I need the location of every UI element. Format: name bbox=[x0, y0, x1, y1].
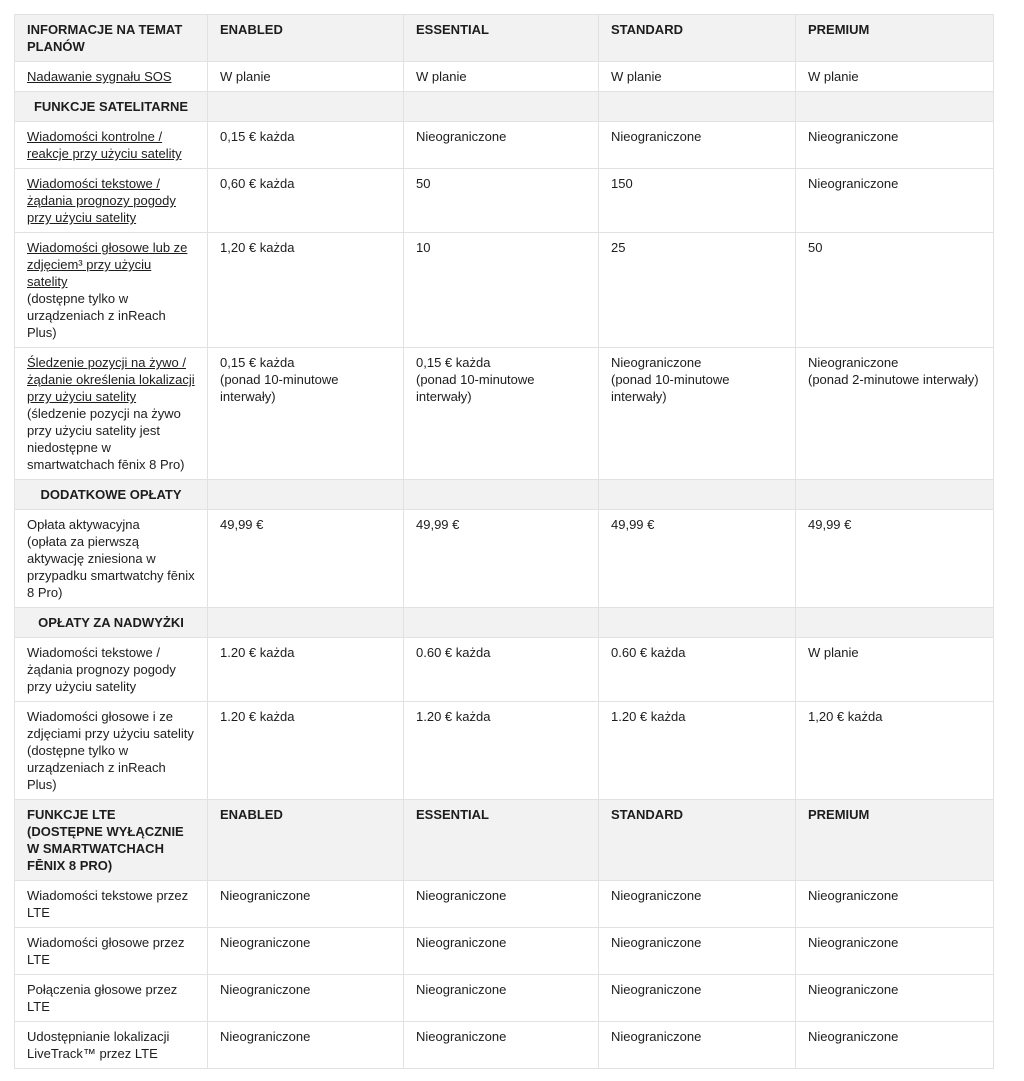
plan-value-cell: 150 bbox=[599, 169, 796, 233]
plan-value-cell: Nieograniczone bbox=[599, 928, 796, 975]
feature-link[interactable]: Wiadomości tekstowe / żądania prognozy pogody przy użyciu satelity bbox=[27, 176, 176, 225]
section-header-row bbox=[15, 92, 994, 122]
plan-column-header: ENABLED bbox=[208, 800, 404, 881]
feature-note: (dostępne tylko w urządzeniach z inReach Plus) bbox=[27, 743, 166, 792]
section-empty-cell bbox=[599, 608, 796, 638]
plan-column-header: ESSENTIAL bbox=[404, 800, 599, 881]
feature-label: Wiadomości głosowe i ze zdjęciami przy użyciu satelity bbox=[27, 709, 194, 741]
plan-value-cell: Nieograniczone bbox=[208, 975, 404, 1022]
plan-value-cell: W planie bbox=[796, 638, 994, 702]
plan-value-cell: Nieograniczone bbox=[208, 881, 404, 928]
plan-value-cell: Nieograniczone bbox=[599, 881, 796, 928]
section-label: DODATKOWE OPŁATY bbox=[15, 480, 208, 510]
table-row bbox=[15, 702, 994, 800]
plan-value-cell: Nieograniczone bbox=[796, 975, 994, 1022]
feature-label: Wiadomości głosowe przez LTE bbox=[27, 935, 185, 967]
feature-label-cell bbox=[15, 1022, 208, 1069]
feature-label-cell bbox=[15, 638, 208, 702]
feature-label-cell bbox=[15, 975, 208, 1022]
plan-value-cell: Nieograniczone bbox=[208, 928, 404, 975]
plan-value-cell: Nieograniczone bbox=[404, 881, 599, 928]
section-empty-cell bbox=[599, 480, 796, 510]
feature-note: (dostępne tylko w urządzeniach z inReach Plus) bbox=[27, 291, 166, 340]
feature-label-cell bbox=[15, 348, 208, 480]
plan-value-cell: 0,60 € każda bbox=[208, 169, 404, 233]
table-row bbox=[15, 62, 994, 92]
plan-column-header: ESSENTIAL bbox=[404, 15, 599, 62]
plan-value-cell: Nieograniczone (ponad 10-minutowe interwały) bbox=[599, 348, 796, 480]
plan-value-cell: 1.20 € każda bbox=[208, 638, 404, 702]
section-header-row bbox=[15, 608, 994, 638]
feature-label: Połączenia głosowe przez LTE bbox=[27, 982, 178, 1014]
plan-value-cell: 50 bbox=[796, 233, 994, 348]
plan-value-cell: Nieograniczone bbox=[796, 122, 994, 169]
plan-value-cell: Nieograniczone bbox=[796, 881, 994, 928]
feature-label-cell bbox=[15, 122, 208, 169]
plan-value-cell: 49,99 € bbox=[796, 510, 994, 608]
plan-value-cell: 0,15 € każda (ponad 10-minutowe interwały) bbox=[404, 348, 599, 480]
feature-link[interactable]: Śledzenie pozycji na żywo / żądanie określenia lokalizacji przy użyciu satelity bbox=[27, 355, 195, 404]
plan-value-cell: Nieograniczone bbox=[599, 1022, 796, 1069]
plan-value-cell: Nieograniczone bbox=[208, 1022, 404, 1069]
plan-value-cell: Nieograniczone (ponad 2-minutowe interwały) bbox=[796, 348, 994, 480]
plan-value-cell: Nieograniczone bbox=[404, 975, 599, 1022]
table-row bbox=[15, 233, 994, 348]
section-empty-cell bbox=[208, 92, 404, 122]
plan-value-cell: 0,15 € każda (ponad 10-minutowe interwały) bbox=[208, 348, 404, 480]
plan-value-cell: Nieograniczone bbox=[404, 122, 599, 169]
plans-table bbox=[14, 14, 994, 1069]
plan-value-cell: Nieograniczone bbox=[599, 122, 796, 169]
feature-label-cell bbox=[15, 62, 208, 92]
feature-label: Wiadomości tekstowe / żądania prognozy pogody przy użyciu satelity bbox=[27, 645, 176, 694]
plan-value-cell: 49,99 € bbox=[208, 510, 404, 608]
table-row bbox=[15, 510, 994, 608]
section-empty-cell bbox=[796, 92, 994, 122]
plans-info-header: INFORMACJE NA TEMAT PLANÓW bbox=[15, 15, 208, 62]
feature-label-cell bbox=[15, 702, 208, 800]
plan-column-header: PREMIUM bbox=[796, 15, 994, 62]
feature-link[interactable]: Nadawanie sygnału SOS bbox=[27, 69, 172, 84]
plans-info-header: FUNKCJE LTE (DOSTĘPNE WYŁĄCZNIE W SMARTWATCHACH FĒNIX 8 PRO) bbox=[15, 800, 208, 881]
plan-column-header: STANDARD bbox=[599, 800, 796, 881]
feature-label: Udostępnianie lokalizacji LiveTrack™ przez LTE bbox=[27, 1029, 170, 1061]
plan-value-cell: W planie bbox=[208, 62, 404, 92]
plan-value-cell: Nieograniczone bbox=[404, 928, 599, 975]
plan-value-cell: 1.20 € każda bbox=[404, 702, 599, 800]
feature-note: (śledzenie pozycji na żywo przy użyciu satelity jest niedostępne w smartwatchach fēnix 8 Pro) bbox=[27, 406, 185, 472]
plan-value-cell: 1,20 € każda bbox=[796, 702, 994, 800]
plan-value-cell: 49,99 € bbox=[599, 510, 796, 608]
table-row bbox=[15, 881, 994, 928]
section-header-row bbox=[15, 480, 994, 510]
feature-label-cell bbox=[15, 510, 208, 608]
feature-link[interactable]: Wiadomości głosowe lub ze zdjęciem³ przy użyciu satelity bbox=[27, 240, 188, 289]
table-row bbox=[15, 169, 994, 233]
table-row bbox=[15, 122, 994, 169]
table-row bbox=[15, 975, 994, 1022]
plans-table-body bbox=[15, 15, 994, 1069]
feature-label-cell bbox=[15, 928, 208, 975]
plan-value-cell: W planie bbox=[796, 62, 994, 92]
table-row bbox=[15, 348, 994, 480]
plan-column-header: PREMIUM bbox=[796, 800, 994, 881]
feature-link[interactable]: Wiadomości kontrolne / reakcje przy użyciu satelity bbox=[27, 129, 182, 161]
plan-value-cell: Nieograniczone bbox=[599, 975, 796, 1022]
feature-label-cell bbox=[15, 169, 208, 233]
plan-value-cell: 0,15 € każda bbox=[208, 122, 404, 169]
section-empty-cell bbox=[208, 480, 404, 510]
plan-value-cell: W planie bbox=[599, 62, 796, 92]
section-empty-cell bbox=[796, 608, 994, 638]
section-empty-cell bbox=[796, 480, 994, 510]
plan-value-cell: 1.20 € każda bbox=[208, 702, 404, 800]
feature-label: Opłata aktywacyjna bbox=[27, 517, 140, 532]
plan-column-header: STANDARD bbox=[599, 15, 796, 62]
column-header-row bbox=[15, 800, 994, 881]
plan-value-cell: 50 bbox=[404, 169, 599, 233]
plan-value-cell: W planie bbox=[404, 62, 599, 92]
plan-value-cell: Nieograniczone bbox=[404, 1022, 599, 1069]
plan-value-cell: 0.60 € każda bbox=[404, 638, 599, 702]
plan-value-cell: 1,20 € każda bbox=[208, 233, 404, 348]
section-label: OPŁATY ZA NADWYŻKI bbox=[15, 608, 208, 638]
table-row bbox=[15, 638, 994, 702]
section-empty-cell bbox=[404, 608, 599, 638]
table-row bbox=[15, 1022, 994, 1069]
feature-note: (opłata za pierwszą aktywację zniesiona w przypadku smartwatchy fēnix 8 Pro) bbox=[27, 534, 195, 600]
column-header-row bbox=[15, 15, 994, 62]
section-label: FUNKCJE SATELITARNE bbox=[15, 92, 208, 122]
plan-value-cell: 0.60 € każda bbox=[599, 638, 796, 702]
section-empty-cell bbox=[599, 92, 796, 122]
plan-value-cell: Nieograniczone bbox=[796, 928, 994, 975]
plan-value-cell: 25 bbox=[599, 233, 796, 348]
section-empty-cell bbox=[404, 92, 599, 122]
section-empty-cell bbox=[208, 608, 404, 638]
feature-label-cell bbox=[15, 881, 208, 928]
section-empty-cell bbox=[404, 480, 599, 510]
plan-value-cell: 49,99 € bbox=[404, 510, 599, 608]
plan-value-cell: Nieograniczone bbox=[796, 1022, 994, 1069]
plan-column-header: ENABLED bbox=[208, 15, 404, 62]
plan-value-cell: Nieograniczone bbox=[796, 169, 994, 233]
plan-value-cell: 10 bbox=[404, 233, 599, 348]
feature-label-cell bbox=[15, 233, 208, 348]
plan-value-cell: 1.20 € każda bbox=[599, 702, 796, 800]
feature-label: Wiadomości tekstowe przez LTE bbox=[27, 888, 189, 920]
table-row bbox=[15, 928, 994, 975]
